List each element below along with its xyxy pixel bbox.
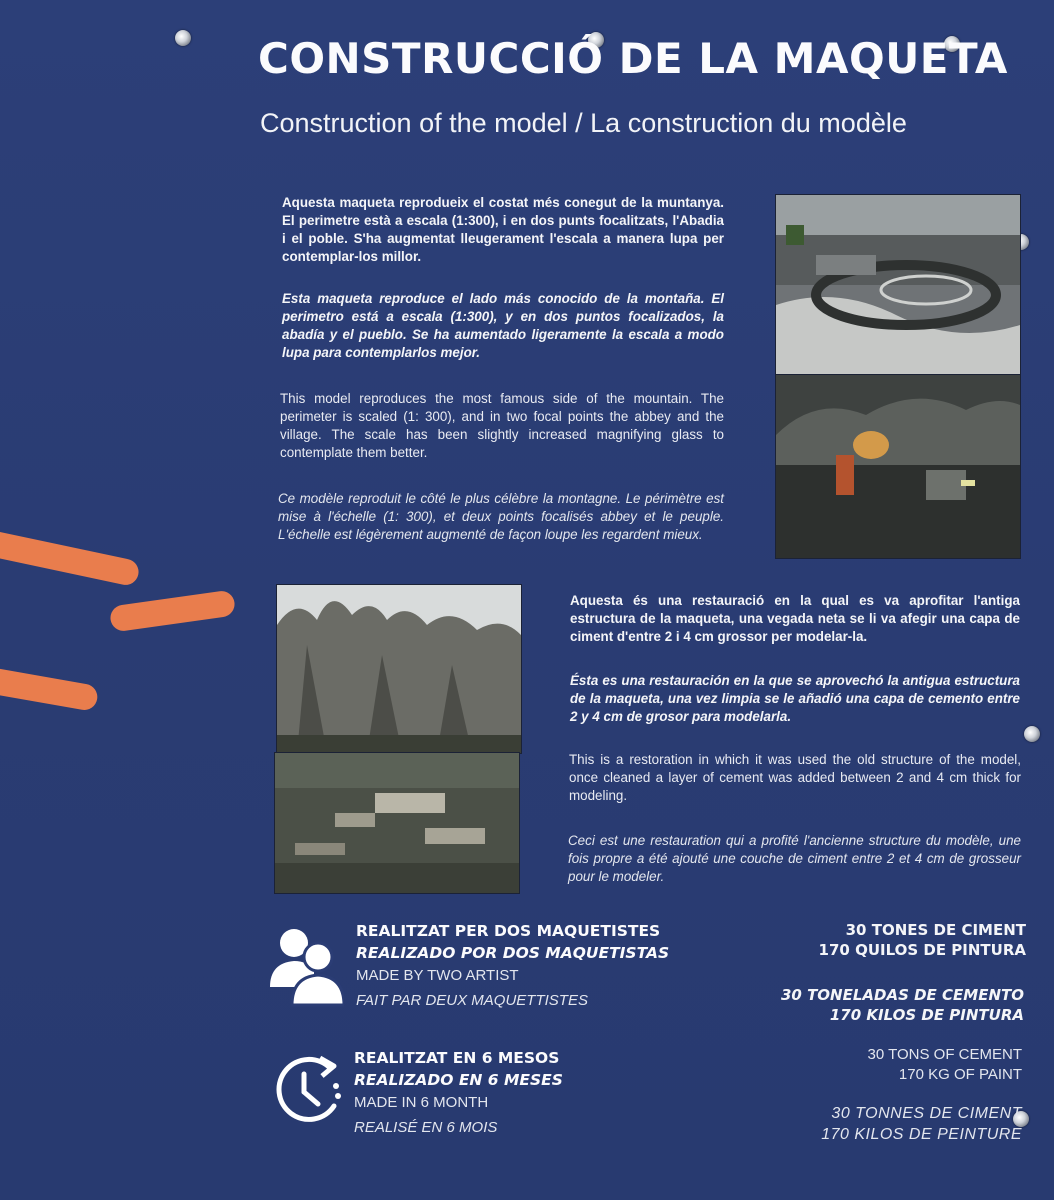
model-photo-rocks [276,584,522,754]
model-photo-village [274,752,520,894]
block2-english-text: This is a restoration in which it was used the old structure of the model, once cleaned a layer of cement was added between 2 and 4 cm thick for modeling. [569,752,1021,803]
model-photo-overview [775,194,1021,376]
paint-english: 170 KG OF PAINT [898,1066,1022,1083]
artists-spanish: REALIZADO POR DOS MAQUETISTAS [356,944,670,962]
sign-subtitle: Construction of the model / La construction du modèle [260,108,907,138]
duration-info [354,1047,563,1141]
artists-english: MADE BY TWO ARTIST [356,967,519,984]
sign-title: CONSTRUCCIÓ DE LA MAQUETA [258,34,1008,83]
model-photo-workers [775,374,1021,559]
paint-catalan: 170 QUILOS DE PINTURA [818,941,1026,959]
block2-catalan-text: Aquesta és una restauració en la qual es va aprofitar l'antiga estructura de la maqueta, una vegada neta se li va afegir una capa de ciment d'entre 2 i 4 cm grossor per modelar-la. [570,593,1020,644]
materials-french [821,1103,1022,1145]
block2-spanish-text: Ésta es una restauración en la que se aprovechó la antigua estructura de la maqueta, una vez limpia se le añadió una capa de cemento entre 2 y 4 cm de grosor para modelarla. [570,673,1020,724]
paint-spanish: 170 KILOS DE PINTURA [829,1006,1024,1024]
block1-english-text: This model reproduces the most famous side of the mountain. The perimeter is scaled (1: 300), and in two focal points the abbey and the village. The scale has been slightly increased magnifying glass to contemplate them better. [280,391,724,460]
duration-french: REALISÉ EN 6 MOIS [354,1119,498,1136]
screw [1024,726,1040,742]
block1-spanish-text: Esta maqueta reproduce el lado más conocido de la montaña. El perimetro está a escala (1:300), y en dos puntos focalizados, la abadía y el pueblo. Se ha aumentado ligeramente la escala a modo lupa para contemplarlos mejor. [282,291,724,360]
duration-catalan: REALITZAT EN 6 MESOS [354,1049,560,1067]
clock-icon [268,1050,344,1130]
cement-english: 30 TONS OF CEMENT [867,1046,1022,1063]
block1-french-text: Ce modèle reproduit le côté le plus célèbre la montagne. Le périmètre est mise à l'échelle (1: 300), et deux points focalisés abbey et le peuple. L'échelle est légèrement augmenté de façon loupe les regardent mieux. [278,491,724,542]
cement-french: 30 TONNES DE CIMENT [831,1105,1022,1122]
block1-catalan-text: Aquesta maqueta reprodueix el costat més conegut de la muntanya. El perimetre està a escala (1:300), i en dos punts focalitzats, l'Abadia i el poble. S'ha augmentat lleugerament l'escala a manera lupa per contemplar-los millor. [282,195,724,264]
artists-info [356,920,669,1014]
artists-french: FAIT PAR DEUX MAQUETTISTES [356,992,588,1009]
block2-french-text: Ceci est une restauration qui a profité l'ancienne structure du modèle, une fois propre a été ajouté une couche de ciment entre 2 et 4 cm de grosseur pour le modeler. [568,833,1021,884]
two-people-icon [268,925,344,1007]
orange-stripe [0,529,141,588]
orange-stripe [0,666,99,712]
artists-catalan: REALITZAT PER DOS MAQUETISTES [356,922,661,940]
materials-spanish [781,985,1024,1025]
duration-english: MADE IN 6 MONTH [354,1094,489,1111]
orange-stripe [109,589,236,632]
cement-spanish: 30 TONELADAS DE CEMENTO [780,986,1024,1004]
screw [175,30,191,46]
materials-english [868,1045,1022,1085]
materials-catalan [819,920,1026,960]
cement-catalan: 30 TONES DE CIMENT [845,921,1026,939]
paint-french: 170 KILOS DE PEINTURE [821,1126,1022,1143]
duration-spanish: REALIZADO EN 6 MESES [354,1071,563,1089]
